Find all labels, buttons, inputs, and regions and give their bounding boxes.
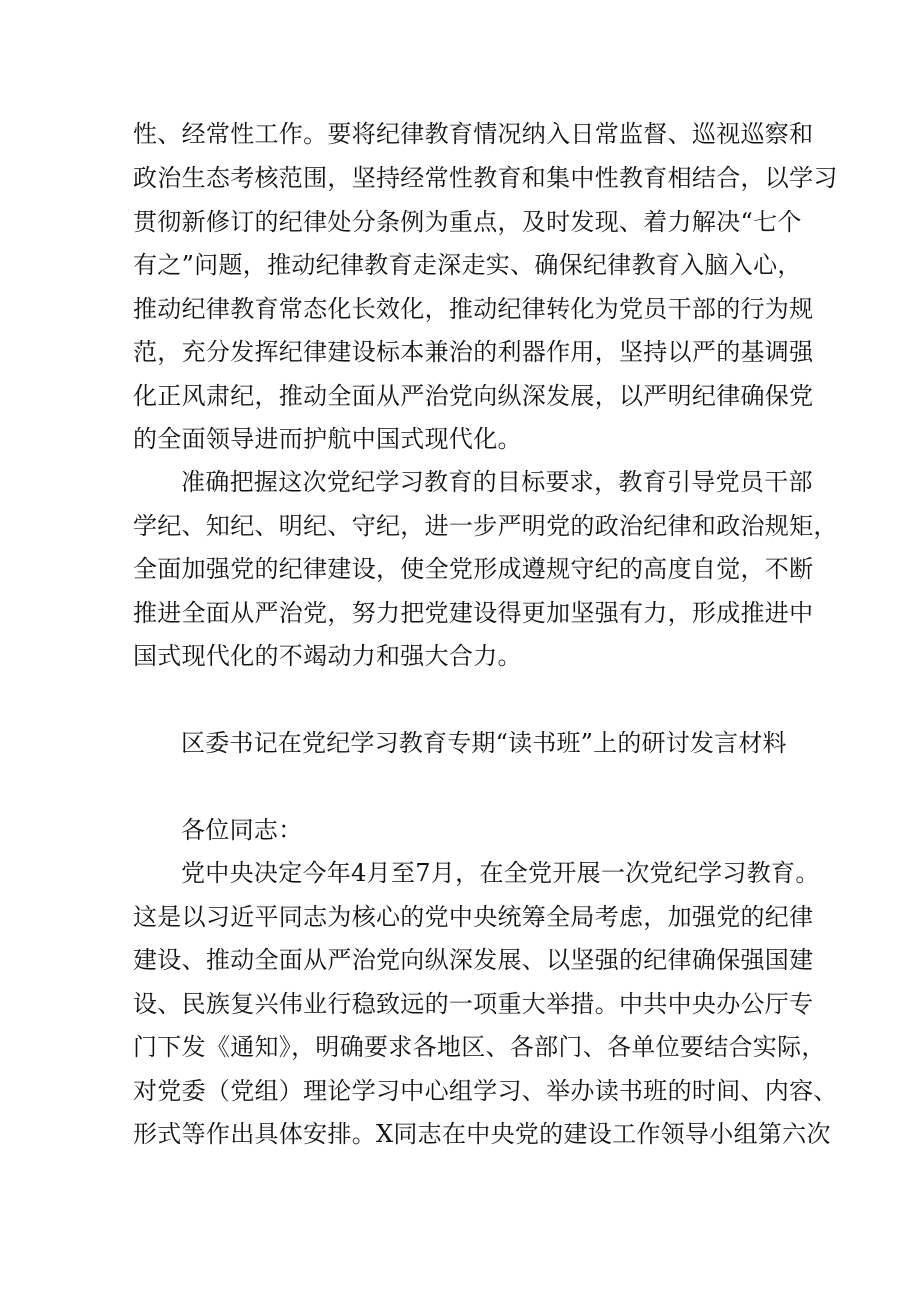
paragraph-3-line: 设、民族复兴伟业行稳致远的一项重大举措。中共中央办公厅专: [133, 990, 814, 1018]
paragraph-1-line: 化正风肃纪，推动全面从严治党向纵深发展，以严明纪律确保党: [133, 382, 814, 410]
salutation: 各位同志：: [181, 816, 303, 844]
paragraph-1-line: 贯彻新修订的纪律处分条例为重点，及时发现、着力解决“七个: [133, 208, 802, 236]
paragraph-1-line: 政治生态考核范围，坚持经常性教育和集中性教育相结合，以学习: [133, 164, 838, 192]
article-title: 区委书记在党纪学习教育专期“读书班”上的研讨发言材料: [181, 729, 787, 757]
paragraph-3-line: 门下发《通知》，明确要求各地区、各部门、各单位要结合实际，: [133, 1033, 826, 1061]
paragraph-3-line: 这是以习近平同志为核心的党中央统筹全局考虑，加强党的纪律: [133, 903, 814, 931]
paragraph-1-line: 范，充分发挥纪律建设标本兼治的利器作用，坚持以严的基调强: [133, 338, 814, 366]
paragraph-2-line: 国式现代化的不竭动力和强大合力。: [133, 642, 522, 670]
paragraph-3-line: 对党委（党组）理论学习中心组学习、举办读书班的时间、内容、: [133, 1077, 838, 1105]
paragraph-3-line: 建设、推动全面从严治党向纵深发展、以坚强的纪律确保强国建: [133, 946, 814, 974]
paragraph-2-line: 全面加强党的纪律建设，使全党形成遵规守纪的高度自觉，不断: [133, 555, 814, 583]
paragraph-2-line: 推进全面从严治党，努力把党建设得更加坚强有力，形成推进中: [133, 599, 814, 627]
paragraph-3-line: 党中央决定今年4月至7月，在全党开展一次党纪学习教育。: [181, 859, 820, 887]
paragraph-1-line: 推动纪律教育常态化长效化，推动纪律转化为党员干部的行为规: [133, 295, 814, 323]
paragraph-3-line: 形式等作出具体安排。X同志在中央党的建设工作领导小组第六次: [133, 1120, 831, 1148]
paragraph-1-line: 性、经常性工作。要将纪律教育情况纳入日常监督、巡视巡察和: [133, 120, 814, 148]
paragraph-1-line: 有之”问题，推动纪律教育走深走实、确保纪律教育入脑入心，: [133, 251, 802, 279]
paragraph-2-line: 准确把握这次党纪学习教育的目标要求，教育引导党员干部: [181, 468, 813, 496]
paragraph-1-line: 的全面领导进而护航中国式现代化。: [133, 425, 522, 453]
paragraph-2-line: 学纪、知纪、明纪、守纪，进一步严明党的政治纪律和政治规矩，: [133, 512, 838, 540]
